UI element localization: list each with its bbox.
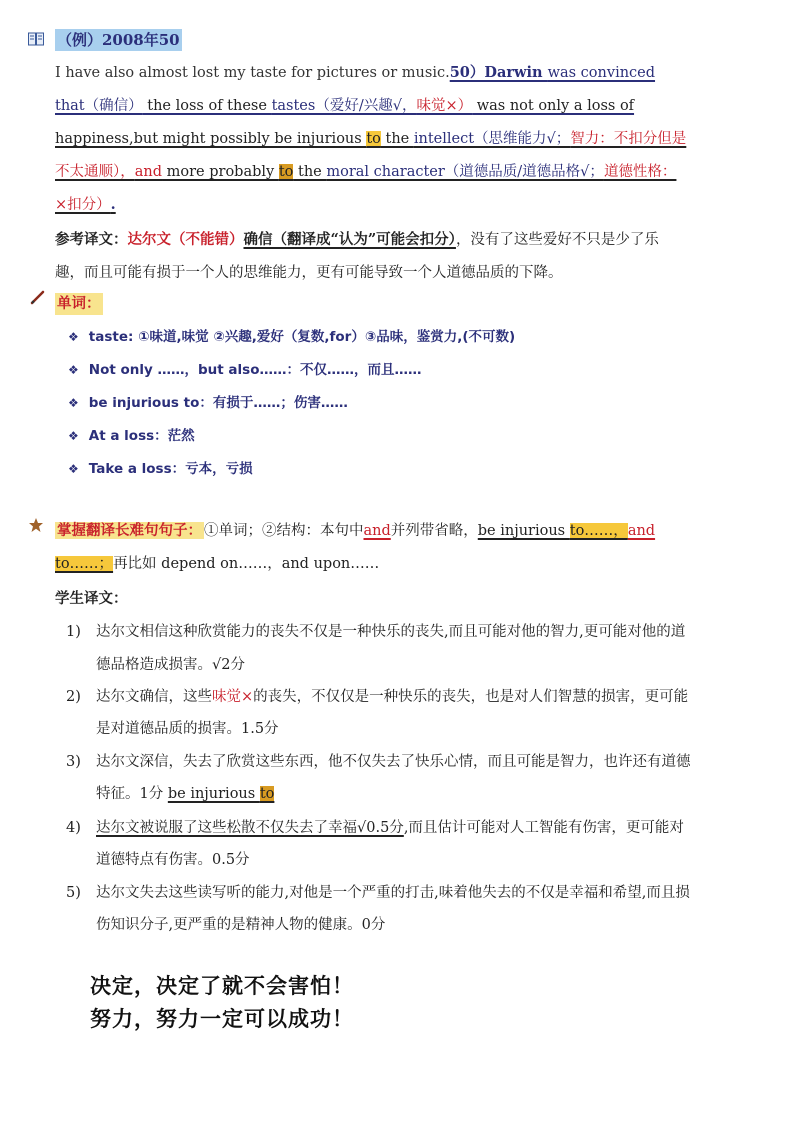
- student-item-4: 4) 达尔文被说服了这些松散不仅失去了幸福√0.5分,而且估计可能对人工智能有伤害，更可能对: [66, 820, 684, 836]
- page-title: （例）2008年50: [57, 31, 180, 49]
- vocab-item: ❖ taste: ①味道,味觉 ②兴趣,爱好（复数,for）③品味，鉴赏力,(不可数): [68, 329, 516, 345]
- example-line-2: that（确信） the loss of these tastes（爱好/兴趣√，味觉×） was not only a loss of: [55, 98, 635, 114]
- example-line-3: happiness,but might possibly be injurious to the intellect（思维能力√；智力：不扣分但是: [55, 131, 687, 147]
- diamond-bullet-icon: ❖: [68, 330, 79, 344]
- vocabulary-title: 单词：: [55, 293, 103, 315]
- example-line-5: ×扣分）.: [55, 196, 116, 213]
- reference-translation-line-1: 参考译文：达尔文（不能错）确信（翻译成“认为”可能会扣分），没有了这些爱好不只是少了乐: [55, 231, 659, 248]
- master-line-2: to……；再比如 depend on……，and upon……: [55, 556, 380, 572]
- student-item-5-cont: 伤知识分子,更严重的是精神人物的健康。0分: [96, 917, 386, 933]
- student-item-3-cont: 特征。1分 be injurious to: [96, 786, 275, 802]
- vocab-item: ❖ Take a loss：亏本，亏损: [68, 461, 253, 477]
- diamond-bullet-icon: ❖: [68, 429, 79, 443]
- motto-line-2: 努力，努力一定可以成功！: [90, 1006, 354, 1031]
- diamond-bullet-icon: ❖: [68, 363, 79, 377]
- motto-line-1: 决定，决定了就不会害怕！: [90, 973, 354, 998]
- student-item-2: 2) 达尔文确信，这些味觉×的丧失，不仅仅是一种快乐的丧失，也是对人们智慧的损害，更可能: [66, 689, 689, 705]
- vocab-item: ❖ Not only ……，but also……：不仅……，而且……: [68, 362, 422, 378]
- student-item-4-cont: 道德特点有伤害。0.5分: [96, 852, 250, 868]
- student-item-2-cont: 是对道德品质的损害。1.5分: [96, 721, 279, 737]
- student-item-1-cont: 德品格造成损害。√2分: [96, 657, 245, 673]
- reference-translation-line-2: 趣，而且可能有损于一个人的思维能力，更有可能导致一个人道德品质的下降。: [55, 265, 563, 281]
- example-line-4: 不太通顺），and more probably to the moral character（道德品质/道德品格√；道德性格：: [55, 164, 677, 180]
- student-item-5: 5) 达尔文失去这些读写听的能力,对他是一个严重的打击,味着他失去的不仅是幸福和希望,而且损: [66, 885, 690, 901]
- vocab-item: ❖ At a loss：茫然: [68, 428, 195, 444]
- vocab-item: ❖ be injurious to：有损于……；伤害……: [68, 395, 348, 411]
- example-line-1: I have also almost lost my taste for pictures or music.50）Darwin was convinced: [55, 64, 656, 81]
- student-translations-title: 学生译文：: [55, 590, 128, 607]
- book-icon: [28, 31, 44, 50]
- diamond-bullet-icon: ❖: [68, 396, 79, 410]
- pencil-icon: [30, 289, 46, 309]
- master-line-1: 掌握翻译长难句句子： ①单词；②结构：本句中and并列带省略，be injurious to……，and: [57, 522, 656, 539]
- star-icon: [28, 517, 44, 537]
- student-item-3: 3) 达尔文深信，失去了欣赏这些东西，他不仅失去了快乐心情，而且可能是智力，也许还有道德: [66, 754, 691, 770]
- diamond-bullet-icon: ❖: [68, 462, 79, 476]
- student-item-1: 1) 达尔文相信这种欣赏能力的丧失不仅是一种快乐的丧失,而且可能对他的智力,更可能对他的道: [66, 624, 686, 640]
